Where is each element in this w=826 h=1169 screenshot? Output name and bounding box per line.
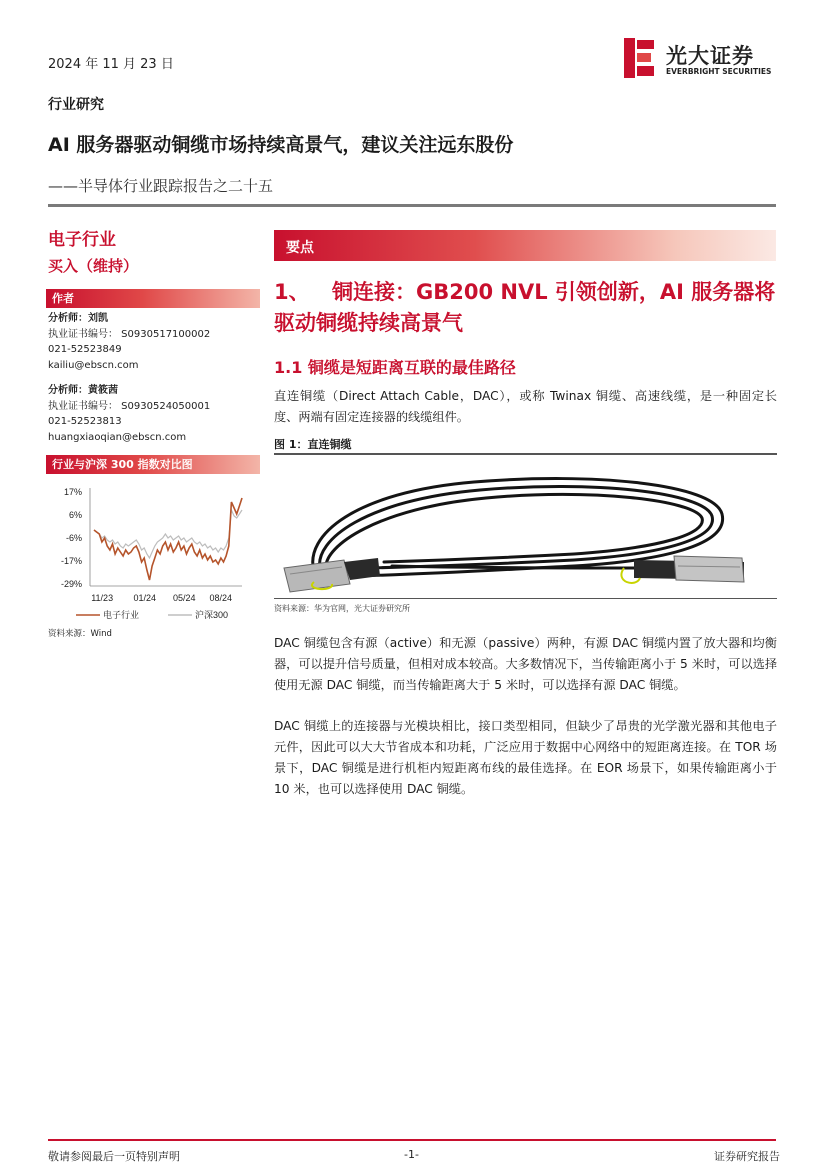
paragraph-dac-types: DAC 铜缆包含有源（active）和无源（passive）两种，有源 DAC 铜缆内置了放大器和均衡器，可以提升信号质量，但相对成本较高。大多数情况下，当传输距离小于 5 米时，可以选择使用无源 DAC 铜缆，而当传输距离大于 5 米时，可以选择有源 DAC 铜缆。	[274, 636, 778, 692]
dac-cable-illustration	[274, 456, 777, 597]
chart-ytick-label: -6%	[65, 533, 82, 543]
figure-source: 资料来源：华为官网，光大证券研究所	[274, 604, 410, 613]
index-chart-svg	[46, 476, 260, 626]
report-type: 行业研究	[48, 97, 104, 113]
figure-bottom-rule	[274, 598, 777, 599]
section-heading-text: 铜连接：GB200 NVL 引领创新，AI 服务器将驱动铜缆持续高景气	[274, 280, 776, 335]
rating-label: 买入（维持）	[48, 257, 139, 275]
analyst-role: 分析师：	[48, 313, 88, 324]
chart-source: 资料来源：Wind	[48, 629, 112, 639]
dac-cable-image	[274, 456, 777, 597]
chart-xtick-label: 08/24	[209, 593, 232, 603]
analyst-phone: 021-52523813	[48, 416, 122, 427]
analyst-name: 刘凯	[88, 313, 108, 324]
company-logo	[622, 38, 782, 80]
footer-divider	[48, 1139, 776, 1141]
analyst-block	[48, 383, 210, 445]
report-subtitle: ——半导体行业跟踪报告之二十五	[48, 177, 274, 195]
page-number: -1-	[404, 1148, 419, 1161]
figure-title: 图 1：直连铜缆	[274, 438, 352, 451]
section-number: 1、	[274, 280, 310, 304]
section-heading	[274, 277, 778, 339]
report-title: AI 服务器驱动铜缆市场持续高景气，建议关注远东股份	[48, 134, 514, 156]
chart-ytick-label: 6%	[68, 510, 82, 520]
everbright-logo-icon	[622, 38, 658, 78]
chart-ytick-label: -29%	[60, 579, 82, 589]
analyst-cert: 执业证书编号： S0930517100002	[48, 328, 211, 340]
paragraph-dac-definition: 直连铜缆（Direct Attach Cable，DAC），或称 Twinax 铜缆、高速线缆，是一种固定长度、两端有固定连接器的线缆组件。	[274, 389, 777, 424]
figure-top-rule	[274, 453, 777, 455]
report-date: 2024 年 11 月 23 日	[48, 57, 174, 72]
series-line-industry	[94, 498, 242, 580]
chart-ytick-label: 17%	[63, 487, 82, 497]
header-divider	[48, 204, 776, 207]
footer-brand: 证券研究报告	[714, 1150, 780, 1163]
paragraph-dac-advantages: DAC 铜缆上的连接器与光模块相比，接口类型相同，但缺少了昂贵的光学激光器和其他电子元件，因此可以大大节省成本和功耗，广泛应用于数据中心网络中的短距离连接。在 TOR 场景下，DAC 铜缆是进行机柜内短距离布线的最佳选择。在 EOR 场景下，如果传输距离小于 10 米，也可以选择使用 DAC 铜缆。	[274, 719, 777, 796]
industry-label: 电子行业	[48, 230, 116, 250]
logo-english-name: EVERBRIGHT SECURITIES	[666, 67, 772, 76]
legend-label-industry: 电子行业	[103, 610, 140, 620]
footer-disclaimer: 敬请参阅最后一页特别声明	[48, 1150, 180, 1163]
subsection-heading: 1.1 铜缆是短距离互联的最佳路径	[274, 358, 516, 377]
analyst-email: kailiu@ebscn.com	[48, 359, 139, 371]
analyst-name: 黄筱茜	[88, 385, 118, 396]
analyst-cert: 执业证书编号： S0930524050001	[48, 400, 211, 412]
analyst-phone: 021-52523849	[48, 344, 122, 355]
left-connector	[284, 558, 380, 592]
chart-xtick-label: 11/23	[91, 593, 114, 603]
chart-xtick-label: 05/24	[172, 593, 196, 603]
chart-xtick-label: 01/24	[133, 593, 156, 603]
analyst-block	[48, 311, 210, 373]
keypoints-label: 要点	[286, 240, 314, 256]
analyst-email: huangxiaoqian@ebscn.com	[48, 431, 187, 443]
keypoints-bar	[274, 230, 776, 261]
legend-label-hs300: 沪深300	[195, 610, 229, 620]
authors-header: 作者	[46, 289, 260, 308]
analyst-role: 分析师：	[48, 385, 88, 396]
chart-ytick-label: -17%	[60, 556, 82, 566]
logo-chinese-name: 光大证券	[666, 44, 754, 68]
chart-header: 行业与沪深 300 指数对比图	[46, 455, 260, 474]
index-comparison-chart	[46, 476, 260, 626]
